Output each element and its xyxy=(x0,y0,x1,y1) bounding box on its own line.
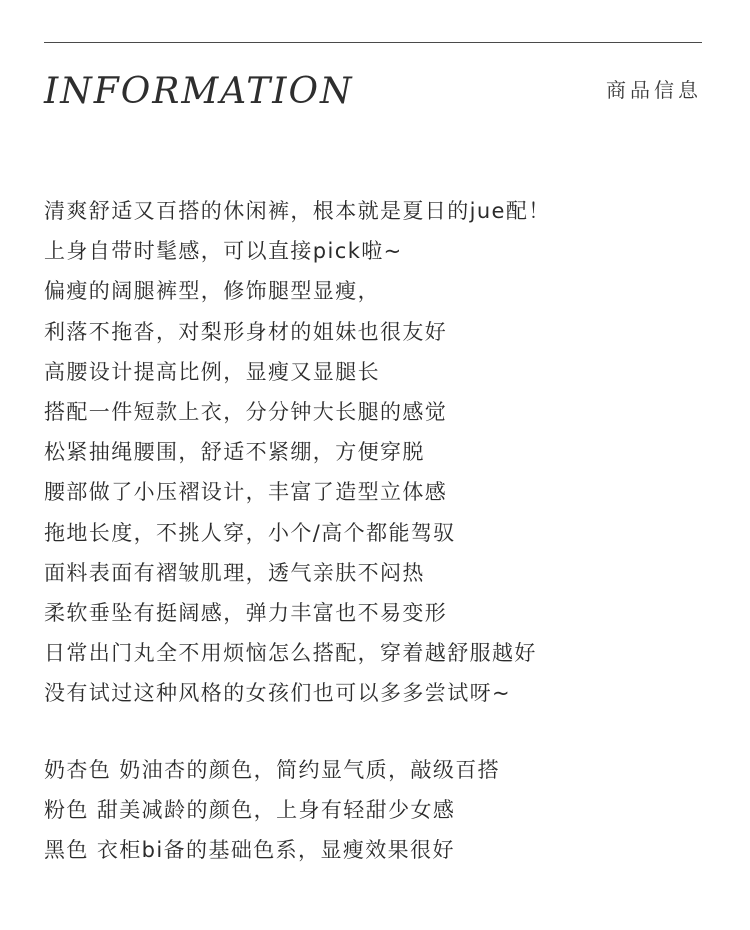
description-line: 偏瘦的阔腿裤型，修饰腿型显瘦， xyxy=(44,279,380,304)
description-line: 松紧抽绳腰围，舒适不紧绷，方便穿脱 xyxy=(44,440,425,465)
description-line: 高腰设计提高比例，显瘦又显腿长 xyxy=(44,359,380,384)
description-line: 清爽舒适又百搭的休闲裤，根本就是夏日的jue配！ xyxy=(44,199,551,223)
product-description-list xyxy=(44,191,704,713)
color-options-list xyxy=(44,750,704,871)
color-option-line: 黑色 衣柜bi备的基础色系，显瘦效果很好 xyxy=(44,838,455,863)
description-line: 没有试过这种风格的女孩们也可以多多尝试呀~ xyxy=(44,681,511,706)
description-line: 柔软垂坠有挺阔感，弹力丰富也不易变形 xyxy=(44,600,448,625)
description-line: 腰部做了小压褶设计，丰富了造型立体感 xyxy=(44,480,448,505)
description-line: 面料表面有褶皱肌理，透气亲肤不闷热 xyxy=(44,560,425,585)
description-line: 日常出门丸全不用烦恼怎么搭配，穿着越舒服越好 xyxy=(44,641,537,666)
description-line: 拖地长度，不挑人穿，小个/高个都能驾驭 xyxy=(44,520,456,545)
color-option-line: 奶杏色 奶油杏的颜色，简约显气质，敲级百搭 xyxy=(44,758,501,782)
section-subtitle: 商品信息 xyxy=(606,78,702,102)
description-line: 上身自带时髦感，可以直接pick啦~ xyxy=(44,239,403,264)
description-line: 搭配一件短款上衣，分分钟大长腿的感觉 xyxy=(44,399,448,424)
section-title: INFORMATION xyxy=(44,71,354,112)
header-divider xyxy=(44,42,702,43)
color-option-line: 粉色 甜美减龄的颜色，上身有轻甜少女感 xyxy=(44,798,456,823)
description-line: 利落不拖沓，对梨形身材的姐妹也很友好 xyxy=(44,319,448,344)
